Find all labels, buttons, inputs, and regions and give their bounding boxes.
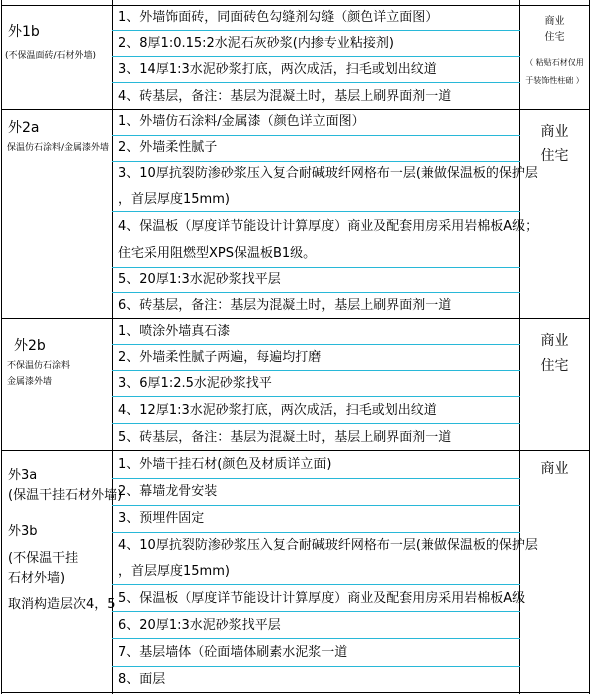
usage-label: 商业 <box>540 333 569 349</box>
layer-item: 5、砖基层，备注：基层为混凝土时，基层上刷界面剂一道 <box>118 430 452 445</box>
usage-label: 住宅 <box>540 148 569 164</box>
layer-item: 5、保温板（厚度详节能设计计算厚度）商业及配套用房采用岩棉板A级 <box>118 591 526 606</box>
group-subtitle: (保温干挂石材外墙) <box>8 488 123 503</box>
usage-label: 商业 <box>540 461 569 477</box>
layer-item: 1、喷涂外墙真石漆 <box>118 324 231 339</box>
row-line <box>112 135 520 136</box>
row-line <box>112 532 520 533</box>
row-line <box>112 666 520 667</box>
group-line <box>1 109 590 110</box>
group-subtitle: 保温仿石涂料/金属漆外墙 <box>7 143 110 153</box>
row-line <box>112 505 520 506</box>
layer-item: 3、预埋件固定 <box>118 511 205 526</box>
row-line <box>112 638 520 639</box>
row-line <box>112 161 520 162</box>
usage-label: 住宅 <box>540 358 569 374</box>
usage-label: 商业 <box>544 16 565 27</box>
layer-item: 2、外墙柔性腻子 <box>118 140 218 155</box>
row-line <box>112 292 520 293</box>
row-line <box>112 344 520 345</box>
row-line <box>112 423 520 424</box>
layer-item: 3、10厚抗裂防渗砂浆压入复合耐碱玻纤网格布一层(兼做保温板的保护层 <box>118 166 538 181</box>
col-divider-1 <box>112 0 113 694</box>
group-subtitle: (不保温面砖/石材外墙) <box>5 51 97 61</box>
layer-item: ，首层厚度15mm) <box>118 564 230 579</box>
left-border <box>1 0 2 694</box>
row-line <box>112 396 520 397</box>
layer-item: 4、12厚1:3水泥砂浆打底，两次成活，扫毛或划出纹道 <box>118 403 437 418</box>
right-border <box>589 0 590 694</box>
group-subtitle: (不保温干挂 <box>8 551 79 566</box>
group-code: 外2b <box>14 338 46 354</box>
row-line <box>112 30 520 31</box>
layer-item: 4、砖基层，备注：基层为混凝土时，基层上刷界面剂一道 <box>118 89 452 104</box>
group-line <box>1 450 590 451</box>
layer-item: ，首层厚度15mm) <box>118 192 230 207</box>
layer-item: 2、外墙柔性腻子两遍，每遍均打磨 <box>118 350 322 365</box>
group-code: 外2a <box>8 120 40 136</box>
group-subtitle: 石材外墙) <box>8 571 66 586</box>
layer-item: 1、外墙饰面砖，同面砖色勾缝剂勾缝（颜色详立面图） <box>118 10 439 25</box>
row-line <box>1 5 590 6</box>
layer-item: 6、20厚1:3水泥砂浆找平层 <box>118 618 281 633</box>
layer-item: 5、20厚1:3水泥砂浆找平层 <box>118 272 281 287</box>
layer-item: 6、砖基层，备注：基层为混凝土时，基层上刷界面剂一道 <box>118 298 452 313</box>
group-subtitle: 不保温仿石涂料 <box>7 361 71 371</box>
usage-note: 于装饰性柱础 ） <box>525 76 584 85</box>
layer-item: 1、外墙干挂石材(颜色及材质详立面) <box>118 457 332 472</box>
bottom-border <box>1 692 590 693</box>
group-note: 取消构造层次4，5 <box>8 597 116 612</box>
layer-item: 3、6厚1:2.5水泥砂浆找平 <box>118 376 272 391</box>
row-line <box>112 211 520 212</box>
usage-note: （ 粘贴石材仅用 <box>525 58 584 67</box>
layer-item: 1、外墙仿石涂料/金属漆（颜色详立面图） <box>118 114 365 129</box>
layer-item: 3、14厚1:3水泥砂浆打底，两次成活，扫毛或划出纹道 <box>118 62 437 77</box>
row-line <box>112 611 520 612</box>
row-line <box>112 82 520 83</box>
layer-item: 8、面层 <box>118 672 166 687</box>
usage-label: 住宅 <box>544 32 565 43</box>
row-line <box>112 267 520 268</box>
group-code: 外1b <box>8 24 40 40</box>
layer-item: 2、8厚1:0.15:2水泥石灰砂浆(内掺专业粘接剂) <box>118 36 394 51</box>
group-code: 外3a <box>8 468 38 483</box>
group-code: 外3b <box>8 524 38 539</box>
group-subtitle: 金属漆外墙 <box>7 377 53 387</box>
layer-item: 4、10厚抗裂防渗砂浆压入复合耐碱玻纤网格布一层(兼做保温板的保护层 <box>118 538 538 553</box>
row-line <box>112 584 520 585</box>
group-line <box>1 318 590 319</box>
row-line <box>112 370 520 371</box>
row-line <box>112 56 520 57</box>
layer-item: 4、保温板（厚度详节能设计计算厚度）商业及配套用房采用岩棉板A级； <box>118 219 539 234</box>
layer-item: 2、幕墙龙骨安装 <box>118 484 218 499</box>
row-line <box>112 478 520 479</box>
layer-item: 7、基层墙体（砼面墙体刷素水泥浆一道 <box>118 645 348 660</box>
layer-item: 住宅采用阻燃型XPS保温板B1级。 <box>118 246 317 261</box>
usage-label: 商业 <box>540 124 569 140</box>
